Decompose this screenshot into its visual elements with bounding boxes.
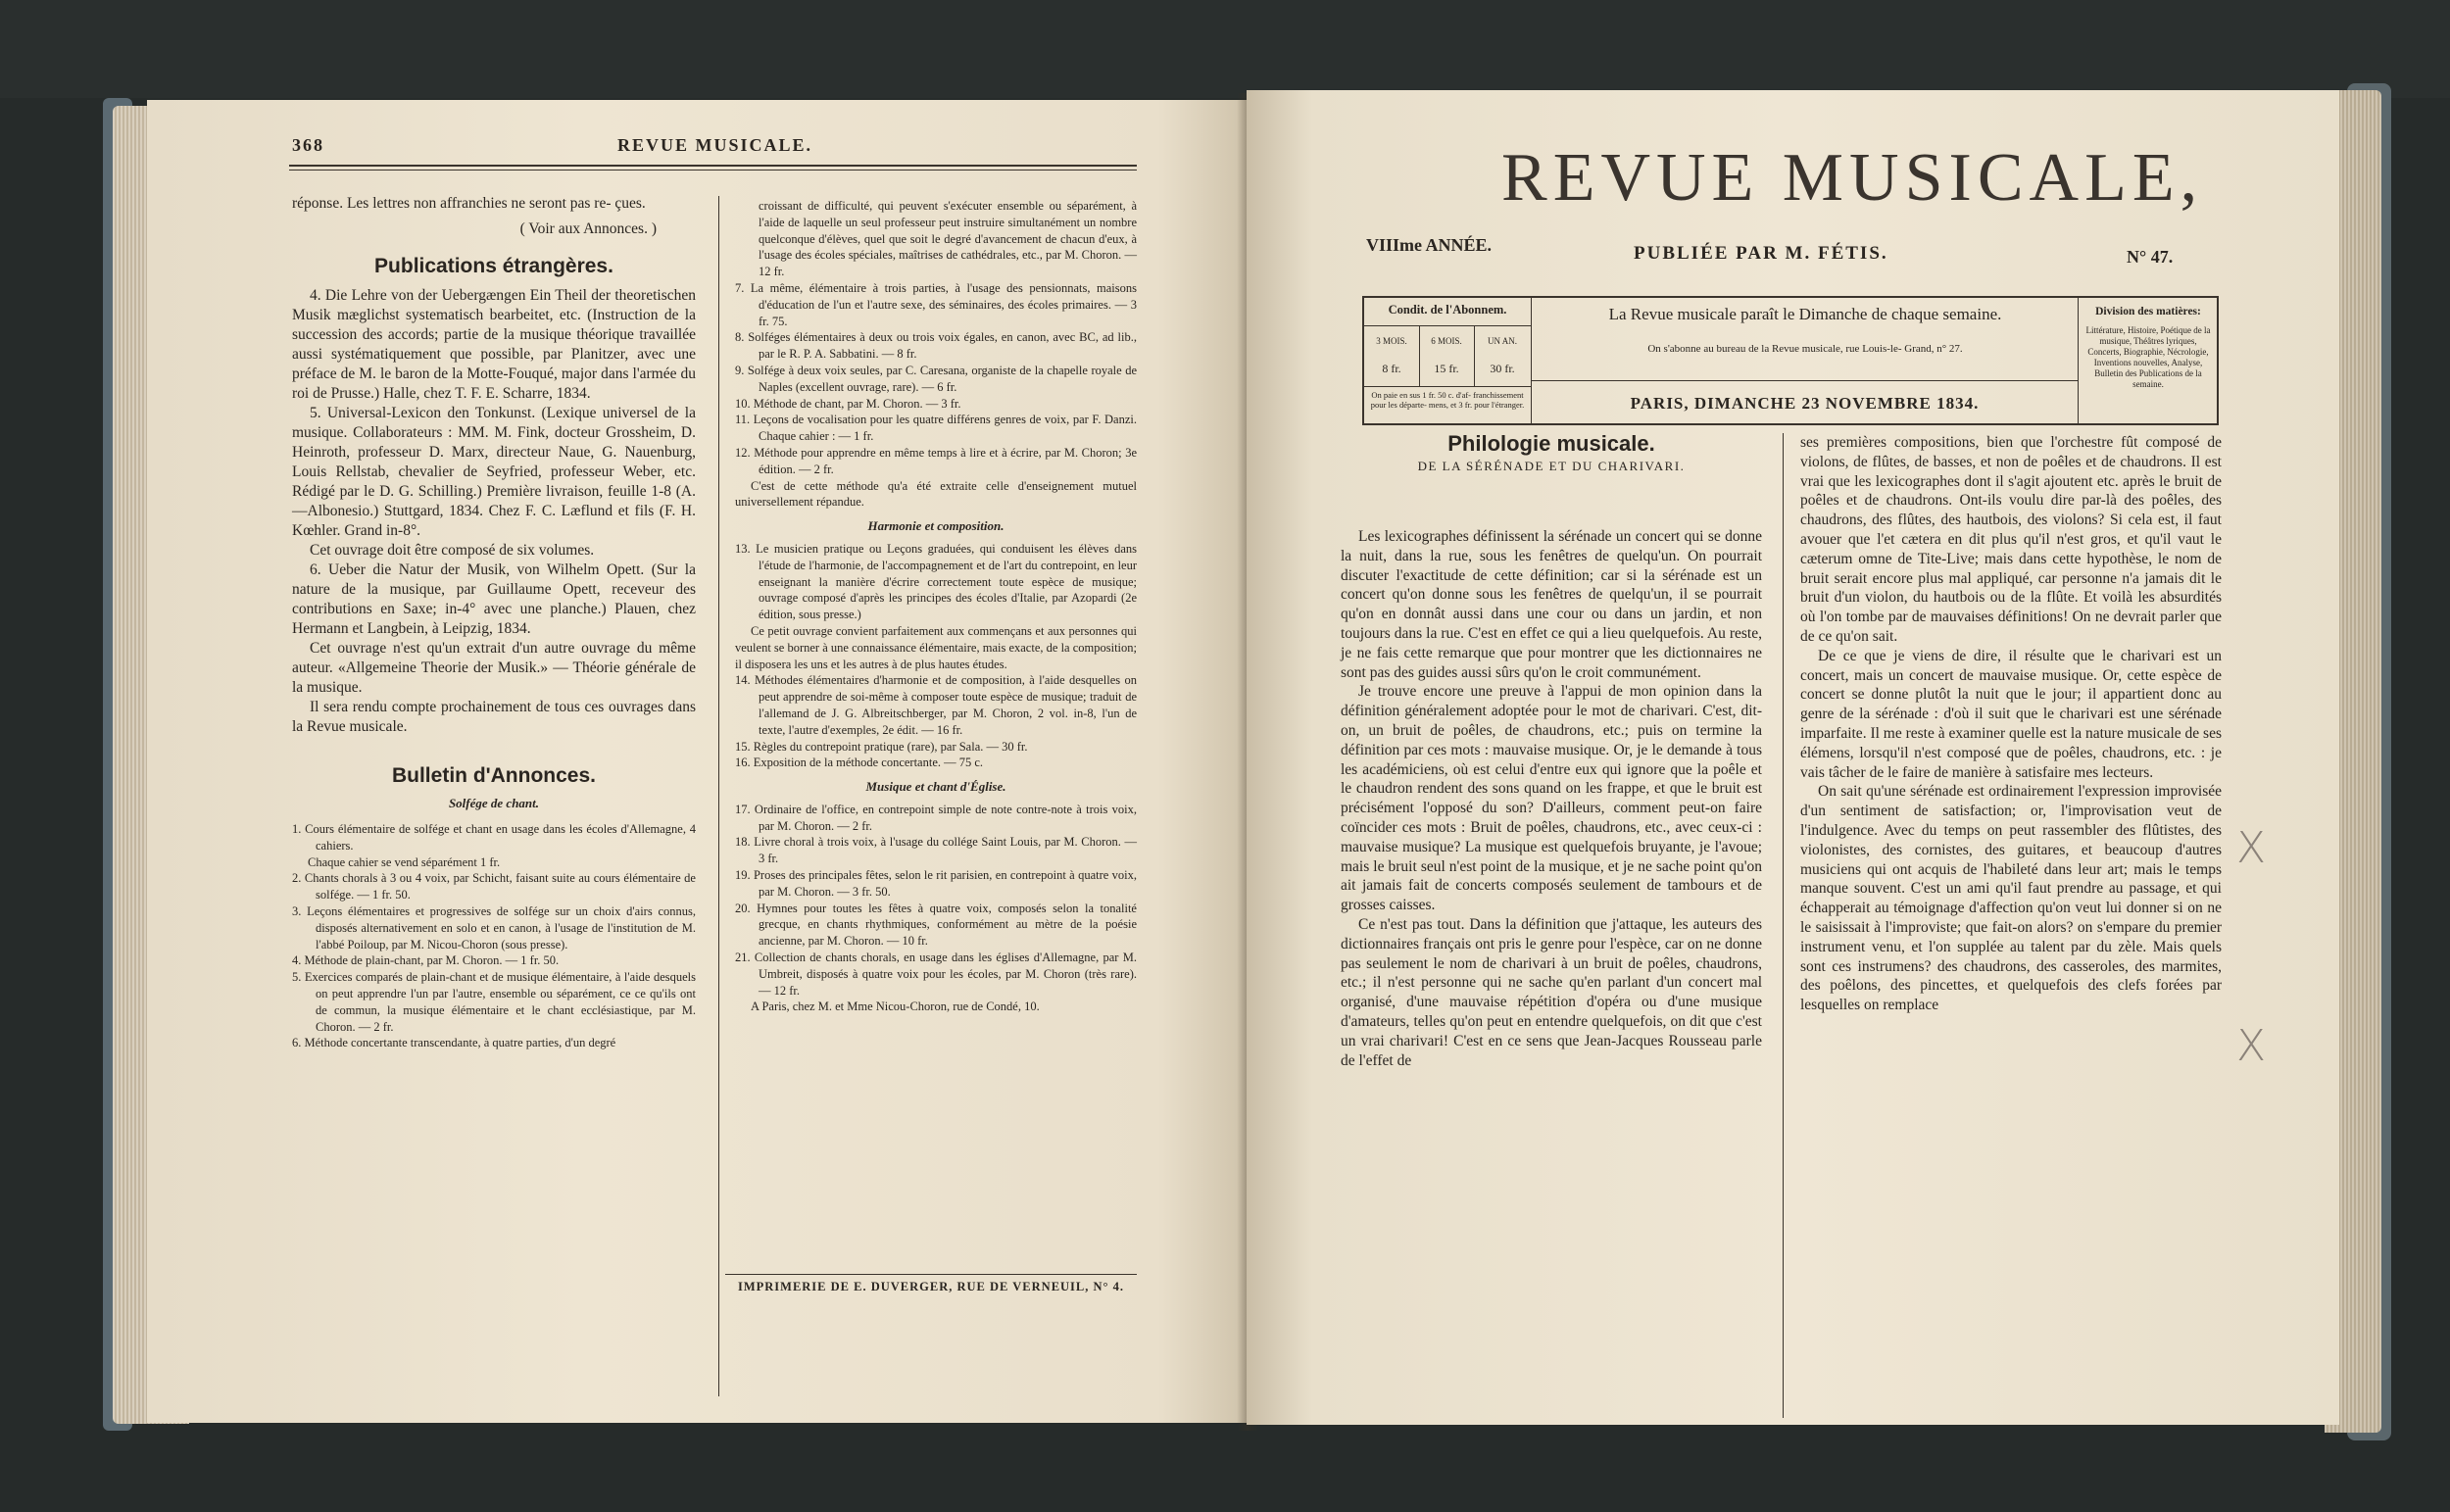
left-column-2 — [735, 198, 1137, 1015]
article-paragraph: Les lexicographes définissent la sérénade un concert qui se donne la nuit, dans la rue, sous les fenêtres de quelqu'un. On pourrait discuter l'exactitude de cette définition; car si la sérénade est un concert qu'on donne sous les fenêtres de quelqu'un, il se pourrait qu'on en donnât aussi dans une cour ou dans un jardin, et non toujours dans la rue. C'est en effet ce qui a lieu quelquefois. Au reste, je ne fais cette remarque que pour montrer que les dictionnaires ne sont pas des guides aussi sûrs qu'on le croit communément. — [1341, 528, 1762, 681]
list-item: 1. Cours élémentaire de solfége et chant en usage dans les écoles d'Allemagne, 4 cahiers. — [292, 822, 696, 853]
list-item: 2. Chants chorals à 3 ou 4 voix, par Schicht, faisant suite au cours élémentaire de solfége. — 1 fr. 50. — [292, 871, 696, 902]
publisher-label: PUBLIÉE PAR M. FÉTIS. — [1634, 243, 1888, 264]
list-item: 16. Exposition de la méthode concertante. — 75 c. — [735, 756, 984, 770]
article-paragraph: De ce que je viens de dire, il résulte que le charivari est un concert, mais un concert de mauvaise musique. Or, cette espèce de concert se donne plutôt la nuit que le jour; il appartient donc au genre de la sérénade : d'où il suit que le charivari est une sérénade imparfaite. Il me reste à examiner quelle est la nature musicale de ses élémens, lorsqu'il n'est composé que de poêles, chaudrons, etc. : je vais tâcher de le faire de manière à satisfaire mes lecteurs. — [1800, 647, 2222, 781]
pub-paragraph: Il sera rendu compte prochainement de tous ces ouvrages dans la Revue musicale. — [292, 699, 696, 735]
list-item: 10. Méthode de chant, par M. Choron. — 3 fr. — [735, 396, 961, 411]
article-subtitle: DE LA SÉRÉNADE ET DU CHARIVARI. — [1417, 459, 1686, 473]
price: 15 fr. — [1434, 362, 1459, 375]
period: 6 MOIS. — [1431, 336, 1462, 346]
pub-paragraph: 6. Ueber die Natur der Musik, von Wilhelm Opett. (Sur la nature de la musique, par Guillaume Opett, receveur des contributions en Saxe; in-4° avec une planche.) Plauen, chez Hermann et Langbein, à Leipzig, 1834. — [292, 561, 696, 637]
column-divider — [718, 196, 719, 1396]
issue-number: N° 47. — [2127, 247, 2174, 267]
cond-title: Condit. de l'Abonnem. — [1388, 303, 1507, 317]
list-item: A Paris, chez M. et Mme Nicou-Choron, rue de Condé, 10. — [751, 1000, 1040, 1014]
list-item: 13. Le musicien pratique ou Leçons graduées, qui conduisent les élèves dans l'étude de l'harmonie, de l'accompagnement et de l'art du contrepoint, en leur enseignant la manière d'écrire correctement toute espèce de musique; ouvrage composé d'après les principes des écoles d'Italie, par Azopardi (2e édition, sous presse.) — [735, 541, 1137, 622]
list-item: 6. Méthode concertante transcendante, à quatre parties, d'un degré — [292, 1036, 616, 1050]
period: UN AN. — [1487, 336, 1517, 346]
article-paragraph: On sait qu'une sérénade est ordinairement l'expression improvisée d'un sentiment de satisfaction; or, l'improvisation veut de l'indulgence. Avec du temps on peut rassembler des flûtistes, des violonistes, des cornistes, des guitares, et beaucoup d'autres musiciens qui ont acquis de l'habileté dans leur art; mais le temps manque souvent. C'est un ami qu'il faut prendre au passage, et qui échapperait au témoignage d'affection qu'on veut lui donner si on ne le saisissait à l'improviste; que fait-on alors? on s'empare du premier instrument venu, et l'on supplée au talent par du zèle. Mais quels sont ces instrumens? des chaudrons, des casseroles, des marmites, des poêlons, des pincettes, et quelquefois des clefs forées par lesquelles on remplace — [1800, 783, 2222, 1014]
article-paragraph: ses premières compositions, bien que l'orchestre fût composé de violons, de flûtes, de basses, et non de poêles et de chaudrons. Il est vrai que les lexicographes dont il s'agit ajoutent etc. après le bruit de poêles et de chaudrons. Ont-ils voulu dire par-là des poêles, des chaudrons, des flûtes, des hautbois, des violons? Si cela est, il faut avouer que l'et cætera en dit plus qu'il n'est gros, et qu'il vaut le cæterum omne de Tite-Live; mais dans cette hypothèse, le nom de bruit serait encore plus mal appliqué, car personne n'a jamais dit le bruit d'un violon, du hautbois ou de la flûte. Et voilà les absurdités où l'on tombe par de mauvaises définitions! On ne devrait parler que de ce qu'on sait. — [1800, 434, 2222, 645]
box-rule — [1532, 380, 2078, 381]
list-item: C'est de cette méthode qu'a été extraite celle d'enseignement mutuel universellement répandue. — [735, 478, 1137, 510]
price: 8 fr. — [1382, 362, 1401, 375]
margin-mark: X — [2236, 1021, 2267, 1071]
subscribe-note: On s'abonne au bureau de la Revue musicale, rue Louis-le- Grand, n° 27. — [1647, 343, 1963, 355]
solfege-list — [292, 821, 696, 1051]
imprint-rule — [725, 1274, 1137, 1275]
pub-paragraph: 5. Universal-Lexicon den Tonkunst. (Lexique universel de la musique. Collaborateurs : MM. M. Fink, docteur Grossheim, D. Heinroth, professeur D. Marx, directeur Naue, G. Nauenburg, Louis Rellstab, chevalier de Seyfried, professeur Weber, etc. Rédigé par le D. G. Schilling.) Première livraison, feuille 1-8 (A.—Albonesio.) Stuttgard, 1834. Chez F. C. Læflund et fils (F. H. Kœhler. Grand in-8°. — [292, 405, 696, 539]
publications-title: Publications étrangères. — [374, 255, 613, 277]
box-rule — [1364, 386, 1531, 387]
list-item: 4. Méthode de plain-chant, par M. Choron. — 1 fr. 50. — [292, 953, 560, 968]
box-rule — [1364, 325, 1531, 326]
solfege-title: Solfége de chant. — [448, 796, 540, 810]
article-column-2 — [1800, 433, 2222, 1015]
article-column-1 — [1341, 527, 1762, 1070]
column-divider — [1783, 433, 1784, 1418]
left-page — [147, 100, 1247, 1423]
running-head: REVUE MUSICALE. — [617, 135, 813, 155]
headline: La Revue musicale paraît le Dimanche de chaque semaine. — [1608, 305, 2002, 323]
postage-note: On paie en sus 1 fr. 50 c. d'af- franchissement pour les départe- mens, et 3 fr. pour l'étranger. — [1370, 390, 1525, 410]
article-title: Philologie musicale. — [1447, 431, 1655, 456]
division-text: Littérature, Histoire, Poétique de la musique, Théâtres lyriques, Concerts, Biographie, Nécrologie, Inventions nouvelles, Analyse, Bulletin des Publications de la semaine. — [2085, 325, 2211, 389]
year-label: VIIIme ANNÉE. — [1366, 235, 1493, 255]
intro-text: réponse. Les lettres non affranchies ne seront pas re- çues. — [292, 195, 646, 212]
list-item: 9. Solfége à deux voix seules, par C. Caresana, organiste de la chapelle royale de Naples (excellent ouvrage, rare). — 6 fr. — [735, 363, 1137, 394]
masthead: REVUE MUSICALE, — [1501, 140, 2204, 216]
list-item: Chaque cahier se vend séparément 1 fr. — [308, 854, 501, 869]
list-item: 8. Solféges élémentaires à deux ou trois voix égales, en canon, avec BC, ad lib., par le R. P. A. Sabbatini. — 8 fr. — [735, 330, 1137, 362]
head-rule-thin — [289, 170, 1137, 171]
bulletin-title: Bulletin d'Annonces. — [391, 764, 596, 787]
list-item: 7. La même, élémentaire à trois parties, à l'usage des pensionnats, maisons d'éducation de l'un et l'autre sexe, des séminaires, des écoles primaires. — 3 fr. 75. — [735, 280, 1137, 328]
list-item: 12. Méthode pour apprendre en même temps à lire et à écrire, par M. Choron; 3e édition. — 2 fr. — [735, 445, 1137, 476]
article-paragraph: Je trouve encore une preuve à l'appui de mon opinion dans la définition généralement adoptée pour le mot de charivari. C'est, dit-on, un bruit de poêles, de chaudrons, etc.; puis on termine la définition par ces mots : mauvaise musique. Or, je le demande à tous les académiciens, où est celui d'entre eux qui ignore que la poêle et le chaudron rendent des sons quand on les frappe, et que le bruit est précisément l'opposé du son? D'ailleurs, comment peut-on faire coïncider ces mots : Bruit de poêles, chaudrons, etc., avec ceux-ci : mauvaise musique? La musique est quelquefois bruyante, je l'avoue; mais le bruit seul n'est point de la musique, et je ne sache point qu'on ait jamais fait de concerts composés seulement de tambours et de grosses caisses. — [1341, 683, 1762, 914]
list-item: 21. Collection de chants chorals, en usage dans les églises d'Allemagne, par M. Umbreit, disposés à quatre voix pour les écoles, par M. Choron (très rare). — 12 fr. — [735, 951, 1137, 998]
price: 30 fr. — [1490, 362, 1515, 375]
background — [0, 0, 2450, 98]
margin-mark: X — [2236, 823, 2267, 873]
harmonie-title: Harmonie et composition. — [867, 518, 1004, 534]
page-number: 368 — [292, 135, 324, 155]
left-column-1 — [292, 194, 696, 1051]
head-rule — [289, 165, 1137, 167]
list-item: 15. Règles du contrepoint pratique (rare), par Sala. — 30 fr. — [735, 739, 1028, 754]
list-item: 11. Leçons de vocalisation pour les quatre différens genres de voix, par F. Danzi. Chaque cahier : — 1 fr. — [735, 413, 1137, 444]
voir-annonces: ( Voir aux Annonces. ) — [519, 220, 657, 237]
article-paragraph: Ce n'est pas tout. Dans la définition que j'attaque, les auteurs des dictionnaires français ont pris le genre pour l'espèce, car on ne donne pas seulement le nom de charivari à un bruit de poêles, chaudrons, etc.; il n'est personne qui ne sache qu'en parlant d'un concert mal organisé, d'une mauvaise répétition d'opéra ou d'une musique d'amateurs, telles qu'on peut en entendre quelquefois, on dit que c'est un vrai charivari! C'est en ce sens que Jean-Jacques Rousseau parle de l'effet de — [1341, 915, 1762, 1069]
list-item: 18. Livre choral à trois voix, à l'usage du collége Saint Louis, par M. Choron. — 3 fr. — [735, 835, 1137, 866]
imprint: IMPRIMERIE DE E. DUVERGER, RUE DE VERNEUIL, N° 4. — [737, 1280, 1125, 1293]
list-item: 3. Leçons élémentaires et progressives de solfége sur un choix d'airs connus, disposés alternativement en solo et en canon, à l'usage de l'institution de M. l'abbé Poiloup, par M. Nicou-Choron (sous presse). — [292, 903, 696, 951]
list-item: Ce petit ouvrage convient parfaitement aux commençans et aux personnes qui veulent se borner à une connaissance élémentaire, mais exacte, de la composition; il disposera les uns et les autres à de plus hautes études. — [735, 623, 1137, 671]
list-item: 5. Exercices comparés de plain-chant et de musique élémentaire, à l'aide desquels on peut apprendre l'un par l'autre, ensemble ou séparément, ce ce qu'ils ont de commun, la musique élémentaire et le chant ecclésiastique, par M. Choron. — 2 fr. — [292, 970, 696, 1034]
subscription-box — [1362, 296, 2219, 425]
pub-paragraph: Cet ouvrage doit être composé de six volumes. — [310, 542, 595, 559]
division-title: Division des matières: — [2095, 306, 2201, 317]
list-item: 14. Méthodes élémentaires d'harmonie et de composition, à l'aide desquelles on peut apprendre de soi-même à composer toute espèce de musique; traduit de l'allemand de J. G. Albreitschberger, par M. Choron, 2 vol. in-8, l'un de texte, l'autre d'exemples, 2e édit. — 16 fr. — [735, 673, 1137, 737]
right-page — [1247, 90, 2339, 1425]
list-item: 20. Hymnes pour toutes les fêtes à quatre voix, composés selon la tonalité grecque, en chants rhythmiques, conformément au mètre de la poésie ancienne, par M. Choron. — 10 fr. — [735, 901, 1137, 949]
pub-paragraph: Cet ouvrage n'est qu'un extrait d'un autre ouvrage du même auteur. «Allgemeine Theorie der Musik.» — Théorie générale de la musique. — [292, 640, 696, 696]
list-item: 17. Ordinaire de l'office, en contrepoint simple de note contre-note à trois voix, par M. Choron. — 2 fr. — [735, 802, 1137, 833]
list-item: croissant de difficulté, qui peuvent s'exécuter ensemble ou séparément, à l'aide de laquelle un seul professeur peut instruire simultanément un nombre quelconque d'élèves, quel que soit le degré d'avancement de chacun d'eux, à l'usage des écoles spéciales, maîtrises de cathédrales, etc., par M. Choron. — 12 fr. — [759, 199, 1137, 279]
dateline: PARIS, DIMANCHE 23 NOVEMBRE 1834. — [1630, 394, 1980, 413]
musique-title: Musique et chant d'Église. — [865, 779, 1006, 795]
pub-paragraph: 4. Die Lehre von der Uebergængen Ein Theil der theoretischen Musik mæglichst systematisch bearbeitet, etc. (Instruction de la succession des accords; partie de la musique théorique travaillée aussi systématiquement que possible, par Planitzer, avec une préface de M. le baron de la Motte-Fouqué, major dans l'armée du roi de Prusse.) Halle, chez T. F. E. Scharre, 1834. — [292, 287, 696, 402]
box-divider — [2078, 298, 2079, 423]
period: 3 MOIS. — [1376, 336, 1407, 346]
list-item: 19. Proses des principales fêtes, selon le rit parisien, en contrepoint à quatre voix, par M. Choron. — 3 fr. 50. — [735, 868, 1137, 899]
